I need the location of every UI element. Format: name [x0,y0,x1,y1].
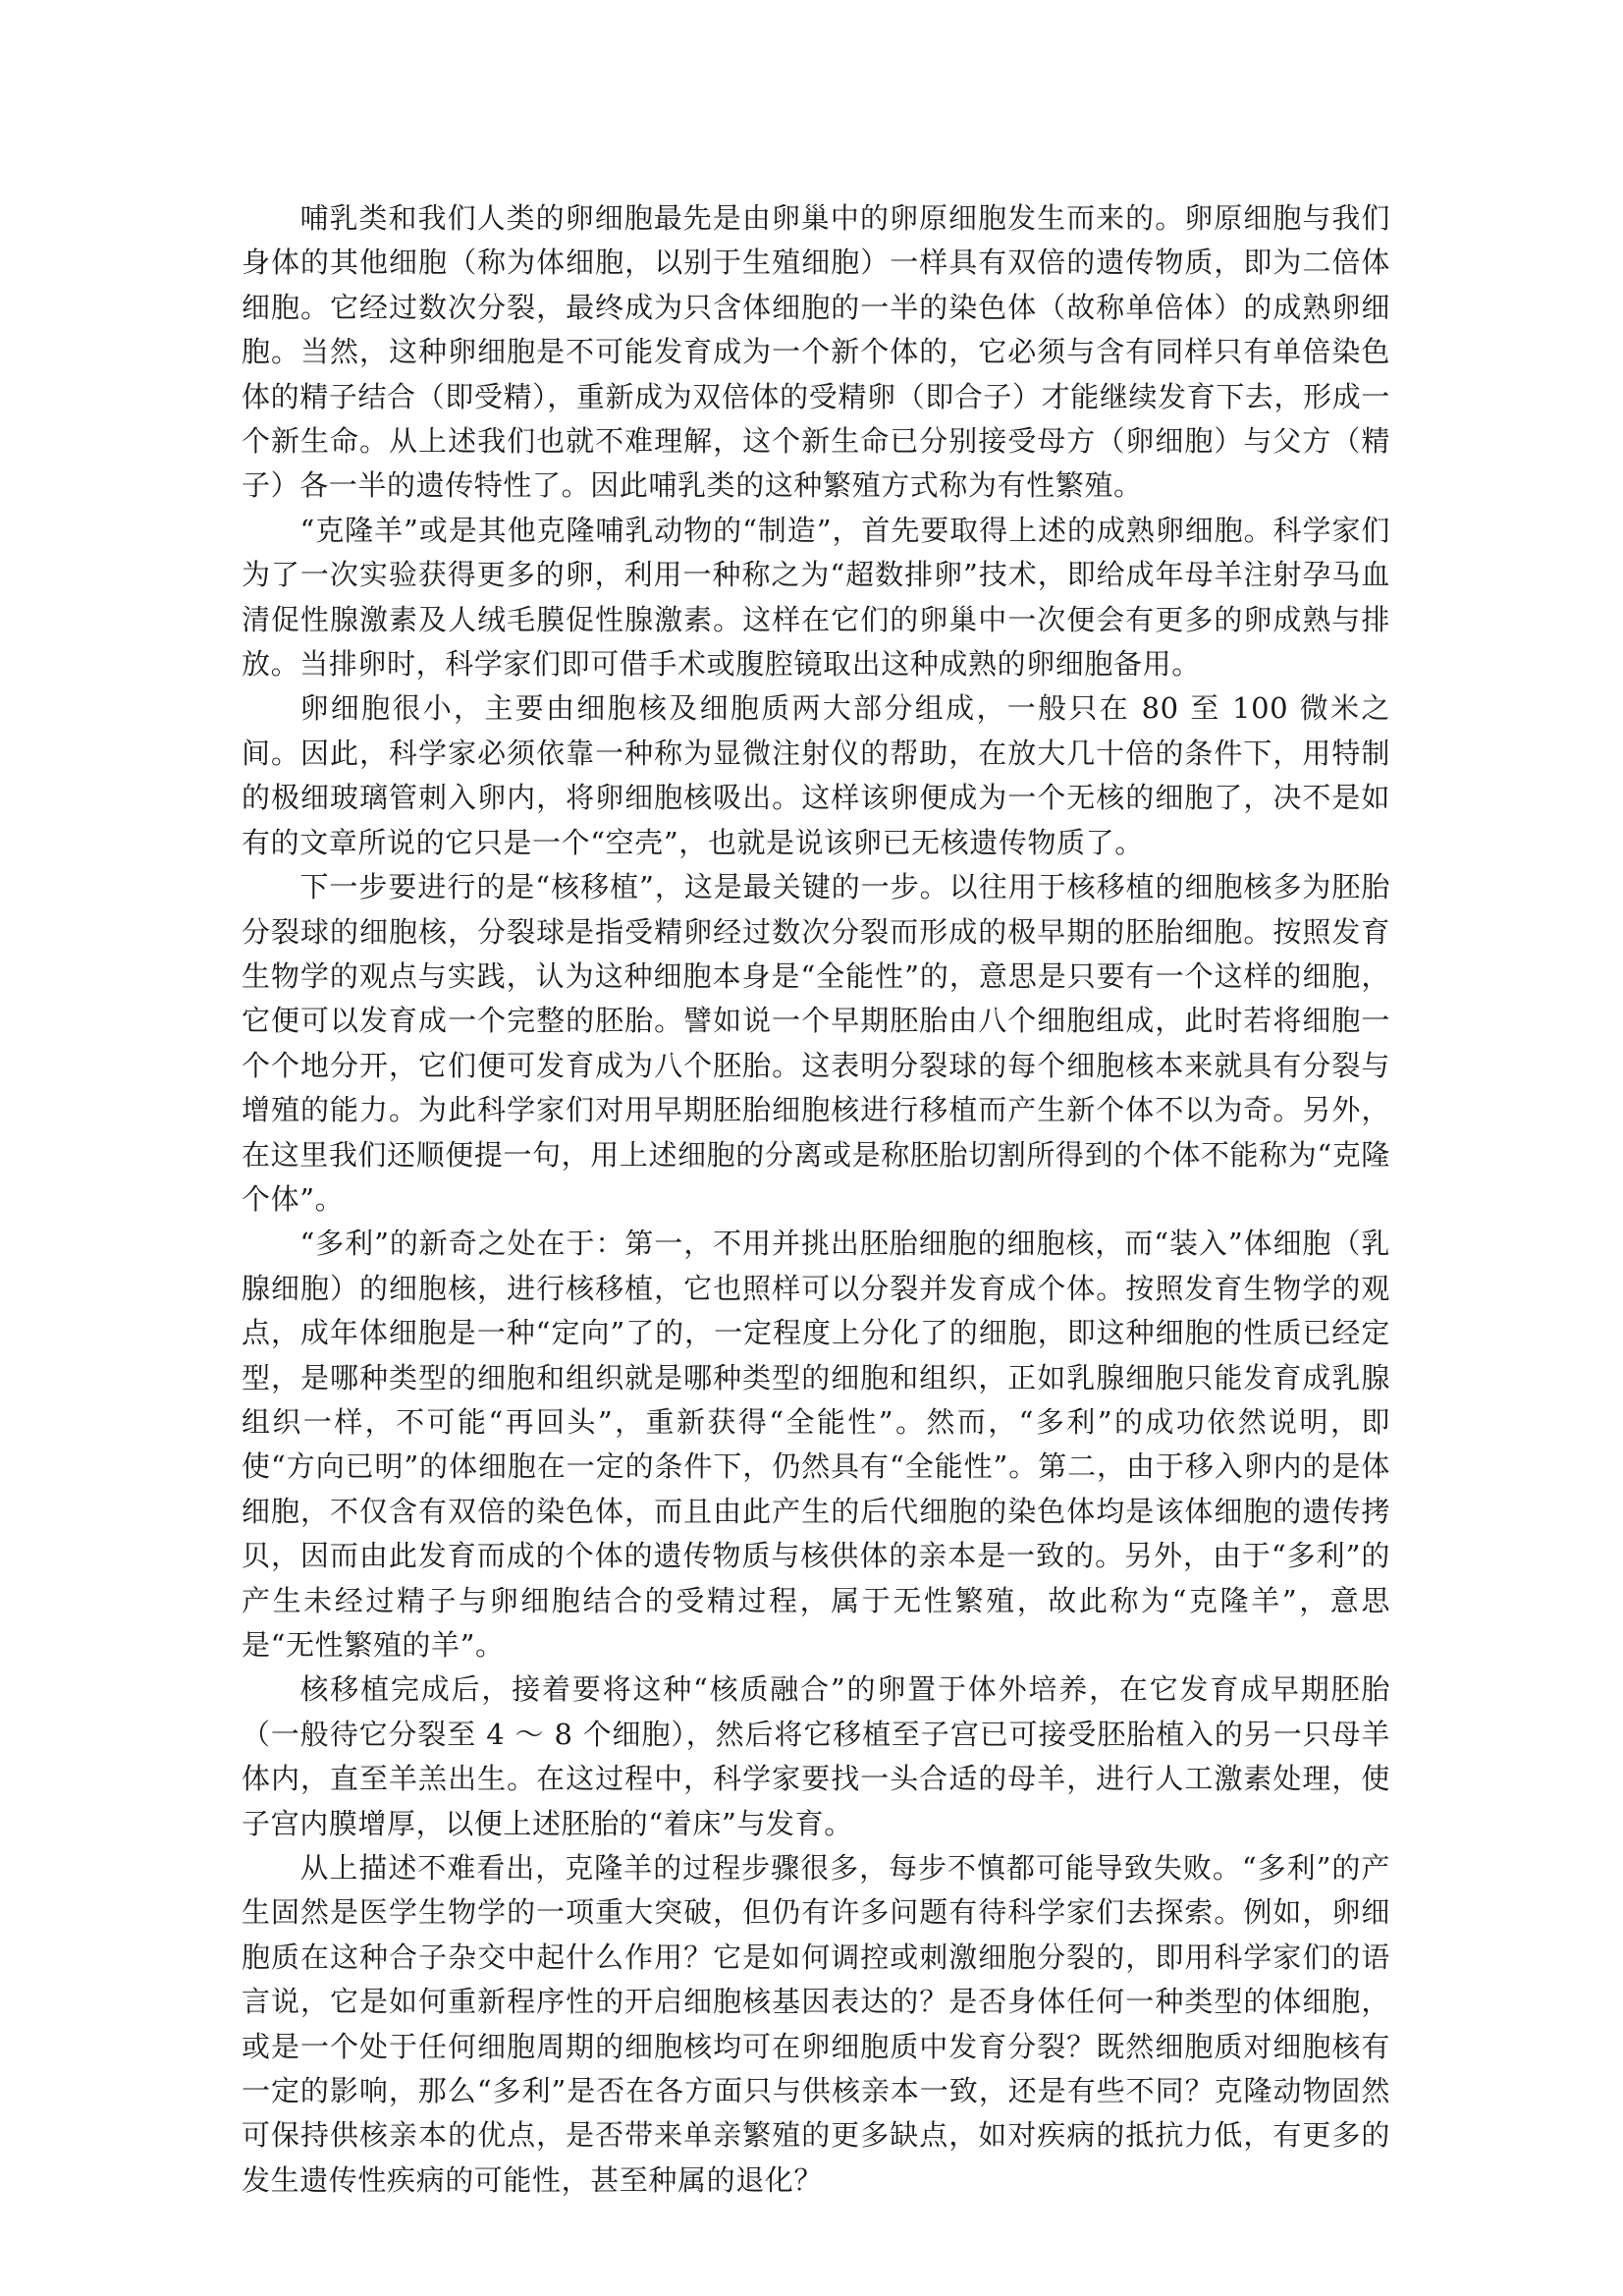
paragraph-enucleation: 卵细胞很小，主要由细胞核及细胞质两大部分组成，一般只在 80 至 100 微米之间。因此，科学家必须依靠一种称为显微注射仪的帮助，在放大几十倍的条件下，用特制的极细玻璃管刺入卵内，将卵细胞核吸出。这样该卵便成为一个无核的细胞了，决不是如有的文章所说的它只是一个“空壳”，也就是说该卵已无核遗传物质了。 [242,691,1390,859]
paragraph-dolly-novelty: “多利”的新奇之处在于：第一，不用并挑出胚胎细胞的细胞核，而“装入”体细胞（乳腺细胞）的细胞核，进行核移植，它也照样可以分裂并发育成个体。按照发育生物学的观点，成年体细胞是一种“定向”了的，一定程度上分化了的细胞，即这种细胞的性质已经定型，是哪种类型的细胞和组织就是哪种类型的细胞和组织，正如乳腺细胞只能发育成乳腺组织一样，不可能“再回头”，重新获得“全能性”。然而，“多利”的成功依然说明，即使“方向已明”的体细胞在一定的条件下，仍然具有“全能性”。第二，由于移入卵内的是体细胞，不仅含有双倍的染色体，而且由此产生的后代细胞的染色体均是该体细胞的遗传拷贝，因而由此发育而成的个体的遗传物质与核供体的亲本是一致的。另外，由于“多利”的产生未经过精子与卵细胞结合的受精过程，属于无性繁殖，故此称为“克隆羊”，意思是“无性繁殖的羊”。 [242,1227,1390,1662]
paragraph-egg-cell-origin: 哺乳类和我们人类的卵细胞最先是由卵巢中的卵原细胞发生而来的。卵原细胞与我们身体的其他细胞（称为体细胞，以别于生殖细胞）一样具有双倍的遗传物质，即为二倍体细胞。它经过数次分裂，最终成为只含体细胞的一半的染色体（故称单倍体）的成熟卵细胞。当然，这种卵细胞是不可能发育成为一个新个体的，它必须与含有同样只有单倍染色体的精子结合（即受精），重新成为双倍体的受精卵（即合子）才能继续发育下去，形成一个新生命。从上述我们也就不难理解，这个新生命已分别接受母方（卵细胞）与父方（精子）各一半的遗传特性了。因此哺乳类的这种繁殖方式称为有性繁殖。 [242,201,1390,503]
paragraph-open-questions: 从上描述不难看出，克隆羊的过程步骤很多，每步不慎都可能导致失败。“多利”的产生固然是医学生物学的一项重大突破，但仍有许多问题有待科学家们去探索。例如，卵细胞质在这种合子杂交中起什么作用？它是如何调控或刺激细胞分裂的，即用科学家们的语言说，它是如何重新程序性的开启细胞核基因表达的？是否身体任何一种类型的体细胞，或是一个处于任何细胞周期的细胞核均可在卵细胞质中发育分裂？既然细胞质对细胞核有一定的影响，那么“多利”是否在各方面只与供核亲本一致，还是有些不同？克隆动物固然可保持供核亲本的优点，是否带来单亲繁殖的更多缺点，如对疾病的抵抗力低，有更多的发生遗传性疾病的可能性，甚至种属的退化？ [242,1851,1390,2197]
article-body [242,196,1390,2203]
paragraph-embryo-transfer: 核移植完成后，接着要将这种“核质融合”的卵置于体外培养，在它发育成早期胚胎（一般待它分裂至 4 ～ 8 个细胞），然后将它移植至子宫已可接受胚胎植入的另一只母羊体内，直至羊羔出生。在这过程中，科学家要找一头合适的母羊，进行人工激素处理，使子宫内膜增厚，以便上述胚胎的“着床”与发育。 [242,1672,1390,1840]
paragraph-superovulation: “克隆羊”或是其他克隆哺乳动物的“制造”，首先要取得上述的成熟卵细胞。科学家们为了一次实验获得更多的卵，利用一种称之为“超数排卵”技术，即给成年母羊注射孕马血清促性腺激素及人绒毛膜促性腺激素。这样在它们的卵巢中一次便会有更多的卵成熟与排放。当排卵时，科学家们即可借手术或腹腔镜取出这种成熟的卵细胞备用。 [242,513,1390,682]
paragraph-nuclear-transfer: 下一步要进行的是“核移植”，这是最关键的一步。以往用于核移植的细胞核多为胚胎分裂球的细胞核，分裂球是指受精卵经过数次分裂而形成的极早期的胚胎细胞。按照发育生物学的观点与实践，认为这种细胞本身是“全能性”的，意思是只要有一个这样的细胞，它便可以发育成一个完整的胚胎。譬如说一个早期胚胎由八个细胞组成，此时若将细胞一个个地分开，它们便可发育成为八个胚胎。这表明分裂球的每个细胞核本来就具有分裂与增殖的能力。为此科学家们对用早期胚胎细胞核进行移植而产生新个体不以为奇。另外，在这里我们还顺便提一句，用上述细胞的分离或是称胚胎切割所得到的个体不能称为“克隆个体”。 [242,870,1390,1216]
